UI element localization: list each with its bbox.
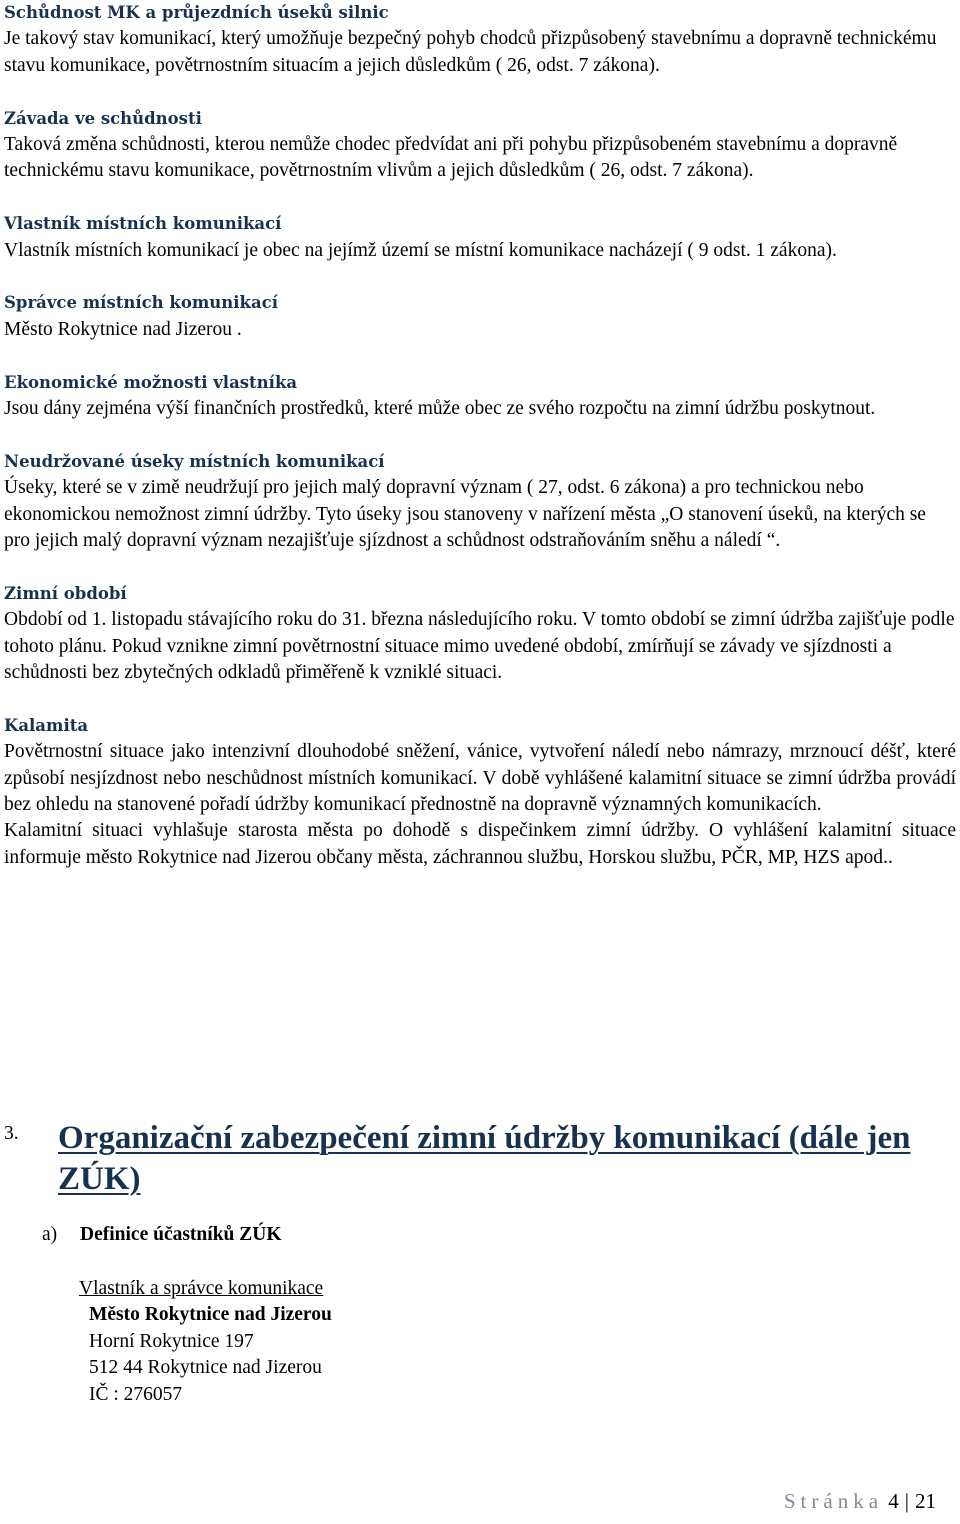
chapter-number: 3. — [4, 1123, 19, 1144]
owner-ico: IČ : 276057 — [89, 1383, 183, 1405]
section-kalamita — [4, 713, 956, 871]
section-heading: Zimní období — [4, 583, 127, 603]
section-body: Taková změna schůdnosti, kterou nemůže chodec předvídat ani při pohybu přizpůsobeném stavebnímu a dopravně technickému stavu komunikace, povětrnostním vlivům a jejich důsledkům ( 26, odst. 7 zákona). — [4, 134, 898, 182]
subsection-letter: a) — [42, 1224, 58, 1245]
section-neudrzovane — [4, 449, 956, 555]
footer-page-word: Stránka — [783, 1489, 884, 1513]
document-page — [4, 0, 956, 871]
section-heading: Závada ve schůdnosti — [4, 108, 202, 128]
section-heading: Kalamita — [4, 715, 89, 735]
owner-street: Horní Rokytnice 197 — [89, 1330, 254, 1352]
owner-block — [79, 1276, 332, 1408]
section-spravce — [4, 290, 956, 343]
subsection-label: Definice účastníků ZÚK — [80, 1224, 282, 1245]
owner-title: Vlastník a správce komunikace — [79, 1278, 324, 1299]
section-body-continued: Kalamitní situaci vyhlašuje starosta města po dohodě s dispečinkem zimní údržby. O vyhlášení kalamitní situace informuje město Rokytnice nad Jizerou občany města, záchrannou službu, Horskou službu, PČR, MP, HZS apod.. — [4, 820, 956, 868]
owner-name: Město Rokytnice nad Jizerou — [89, 1304, 332, 1326]
section-heading: Neudržované úseky místních komunikací — [4, 451, 385, 471]
section-body: Vlastník místních komunikací je obec na jejímž území se místní komunikace nacházejí ( 9 odst. 1 zákona). — [4, 239, 837, 261]
section-schudnost — [4, 0, 956, 79]
section-body: Město Rokytnice nad Jizerou . — [4, 318, 242, 340]
page-footer — [784, 1489, 936, 1514]
owner-city: 512 44 Rokytnice nad Jizerou — [89, 1357, 322, 1379]
section-body: Jsou dány zejména výší finančních prostředků, které může obec ze svého rozpočtu na zimní údržbu poskytnout. — [4, 398, 876, 420]
footer-separator: | — [904, 1489, 909, 1513]
section-ekonomicke — [4, 370, 956, 423]
section-heading: Správce místních komunikací — [4, 293, 278, 313]
section-body: Období od 1. listopadu stávajícího roku do 31. března následujícího roku. V tomto období se zimní údržba zajišťuje podle tohoto plánu. Pokud vznikne zimní povětrnostní situace mimo uvedené období, zmírňují se závady ve sjízdnosti a schůdnosti bez zbytečných odkladů přiměřeně k vzniklé situaci. — [4, 609, 955, 684]
section-body: Je takový stav komunikací, který umožňuje bezpečný pohyb chodců přizpůsobený stavebnímu a dopravně technickému stavu komunikace, povětrnostním situacím a jejich důsledkům ( 26, odst. 7 zákona). — [4, 28, 937, 76]
subsection-heading — [42, 1222, 282, 1248]
chapter-title: Organizační zabezpečení zimní údržby komunikací (dále jen ZÚK) — [58, 1120, 911, 1197]
footer-total-pages: 21 — [915, 1489, 936, 1513]
section-body: Úseky, které se v zimě neudržují pro jejich malý dopravní význam ( 27, odst. 6 zákona) a pro technickou nebo ekonomickou nemožnost zimní údržby. Tyto úseky jsou stanoveny v nařízení města „O stanovení úseků, na kterých se pro jejich malý dopravní význam nezajišťuje sjízdnost a schůdnost odstraňováním sněhu a náledí “. — [4, 477, 926, 552]
section-zavada — [4, 106, 956, 185]
section-heading: Schůdnost MK a průjezdních úseků silnic — [4, 3, 389, 22]
section-zimni-obdobi — [4, 581, 956, 687]
section-vlastnik — [4, 211, 956, 264]
section-heading: Vlastník místních komunikací — [4, 214, 282, 234]
section-heading: Ekonomické možnosti vlastníka — [4, 372, 298, 392]
footer-current-page: 4 — [888, 1489, 899, 1513]
section-body: Povětrnostní situace jako intenzivní dlouhodobé sněžení, vánice, vytvoření náledí nebo námrazy, mrznoucí déšť, které způsobí nesjízdnost nebo neschůdnost místních komunikací. V době vyhlášené kalamitní situace se zimní údržba provádí bez ohledu na stanovené pořadí údržby komunikací přednostně na dopravně významných komunikacích. — [4, 741, 956, 816]
